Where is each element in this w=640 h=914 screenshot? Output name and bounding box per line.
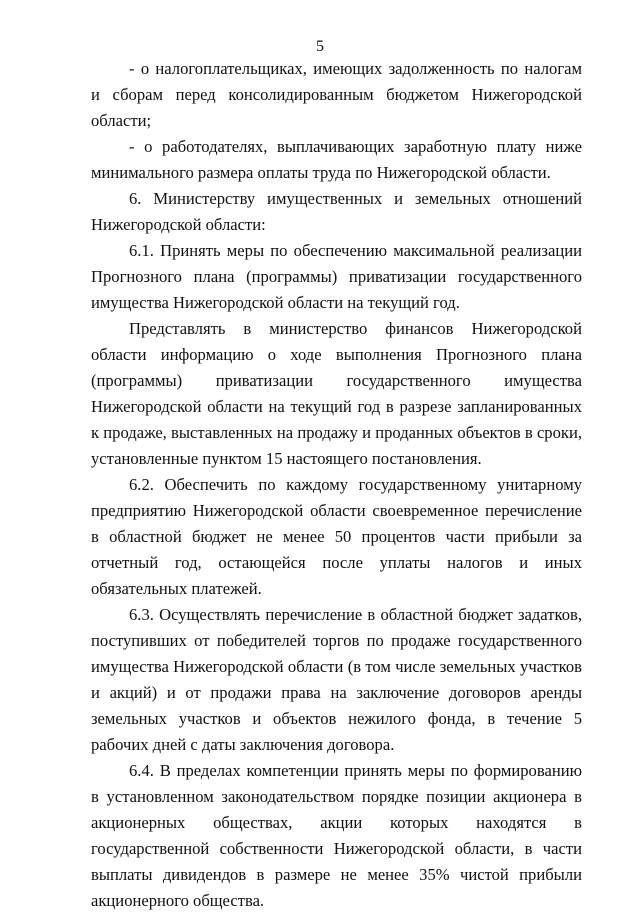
document-body (91, 56, 582, 914)
paragraph-report-ministry-finance: Представлять в министерство финансов Нижегородской области информацию о ходе выполнения Прогнозного плана (программы) приватизации государственного имущества Нижегородской области на текущий год в разрезе запланированных к продаже, выставленных на продажу и проданных объектов в сроки, установленные пунктом 15 настоящего постановления. (91, 319, 582, 468)
paragraph-6-2: 6.2. Обеспечить по каждому государственному унитарному предприятию Нижегородской области своевременное перечисление в областной бюджет не менее 50 процентов части прибыли за отчетный год, остающейся после уплаты налогов и иных обязательных платежей. (91, 475, 582, 598)
paragraph-6-1: 6.1. Принять меры по обеспечению максимальной реализации Прогнозного плана (программы) приватизации государственного имущества Нижегородской области на текущий год. (91, 241, 582, 312)
page-number: 5 (316, 38, 324, 55)
paragraph-employers-wages: - о работодателях, выплачивающих заработную плату ниже минимального размера оплаты труда по Нижегородской области. (91, 137, 582, 182)
paragraph-taxpayers-debt: - о налогоплательщиках, имеющих задолженность по налогам и сборам перед консолидированным бюджетом Нижегородской области; (91, 59, 582, 130)
paragraph-6-3: 6.3. Осуществлять перечисление в областной бюджет задатков, поступивших от победителей торгов по продаже государственного имущества Нижегородской области (в том числе земельных участков и акций) и от продажи права на заключение договоров аренды земельных участков и объектов нежилого фонда, в течение 5 рабочих дней с даты заключения договора. (91, 605, 582, 754)
paragraph-6-4: 6.4. В пределах компетенции принять меры по формированию в установленном законодательством порядке позиции акционера в акционерных обществах, акции которых находятся в государственной собственности Нижегородской области, в части выплаты дивидендов в размере не менее 35% чистой прибыли акционерного общества. (91, 761, 582, 910)
paragraph-ministry-property: 6. Министерству имущественных и земельных отношений Нижегородской области: (91, 189, 582, 234)
